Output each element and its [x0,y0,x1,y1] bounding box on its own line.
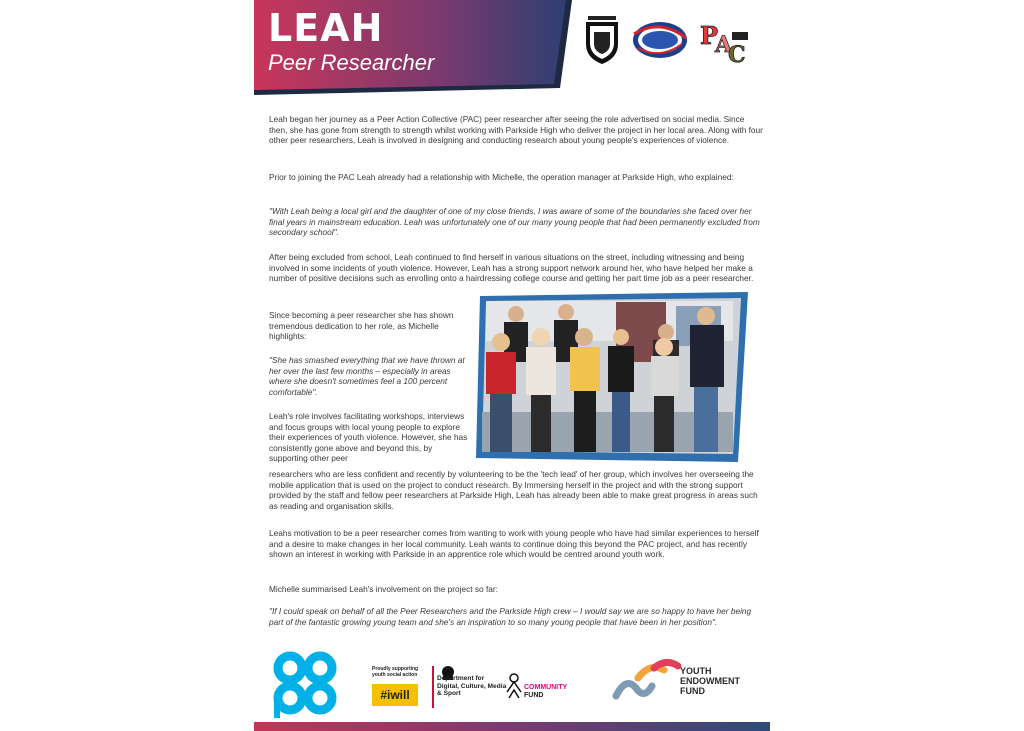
dcms-divider [432,666,434,708]
yef-swoosh-icon [616,662,678,696]
svg-text:P: P [700,21,719,50]
bottom-gradient-bar [254,722,770,731]
role-paragraph: Leah's role involves facilitating workshops, interviews and focus groups with local young people to explore their experiences of youth violence. However, she has consistently gone above and beyond this, by supporting other peer [269,411,468,464]
summary-intro: Michelle summarised Leah's involvement on the project so far: [269,584,498,594]
coop-logo-icon [274,656,332,718]
quote-michelle-2: "She has smashed everything that we have thrown at her over the last few months – especially in areas where she doesn't sometimes feel a 100 percent comfortable". [269,355,465,397]
peer-action-badge-icon [633,22,687,58]
yef-label-3: FUND [680,686,705,696]
iwill-logo: #iwill [372,684,418,706]
partner-logos [582,14,762,66]
intro-paragraph: Leah began her journey as a Peer Action Collective (PAC) peer researcher after seeing the role advertised on social media. Since then, she has gone from strength to strength whilst working with Parkside High who deliver the project in her local area. Along with four other peer researchers, Leah is involved in designing and conducting research about young people's experiences of violence. [269,114,763,146]
parkside-shield-icon [586,16,618,64]
header-banner [254,0,572,95]
dcms-label: Department for Digital, Culture, Media & Sport [437,675,507,698]
dedication-paragraph: Since becoming a peer researcher she has shown tremendous dedication to her role, as Michelle highlights: [269,310,454,342]
iwill-caption: Proudly supporting youth social action [372,666,419,678]
community-fund-label-2: FUND [524,692,544,699]
community-fund-logo [524,684,567,700]
page-subtitle: Peer Researcher [268,50,435,75]
role-paragraph-continued: researchers who are less confident and recently by volunteering to be the 'tech lead' of her group, which involves her overseeing the mobile application that is used on the project to conduct research. By Immersing herself in the project and with the strong support provided by the staff and fellow peer researchers at Parkside High, Leah has already been able to make great progress in areas such as reading and organisation skills. [269,469,758,511]
group-photo [476,292,748,462]
quote-michelle-3: "If I could speak on behalf of all the Peer Researchers and the Parkside High crew – I would say we are so happy to have her being part of the fantastic growing young team and she's an inspiration to so many young people that have been in her position". [269,606,752,627]
page-title: LEAH [268,6,384,50]
background-paragraph: After being excluded from school, Leah continued to find herself in various situations on the street, including witnessing and being involved in some incidents of youth violence. However, Leah has a strong support network around her, who have helped her make a number of positive decisions such as enrolling onto a hairdressing college course and getting her part time job as a peer researcher. [269,252,754,284]
yef-label-1: YOUTH [680,666,712,676]
yef-logo [680,666,740,696]
pac-logo-icon [700,21,748,66]
document-page [254,0,770,731]
svg-text:A: A [715,32,733,58]
quote-michelle-1: "With Leah being a local girl and the daughter of one of my close friends, I was aware of some of the boundaries she faced over her final years in mainstream education. Leah was unfortunately one of our many young people that had been permanently excluded from secondary school". [269,206,760,238]
community-fund-figure-icon [507,674,521,698]
svg-text:C: C [728,42,746,66]
yef-label-2: ENDOWMENT [680,676,740,686]
context-paragraph: Prior to joining the PAC Leah already had a relationship with Michelle, the operation manager at Parkside High, who explained: [269,172,734,182]
motivation-paragraph: Leahs motivation to be a peer researcher comes from wanting to work with young people who have had similar experiences to herself and a desire to make changes in her local community. Leah wants to continue doing this beyond the PAC project, and has recently shown an interest in working with Parkside in an apprentice role which would be centred around youth work. [269,528,759,560]
community-fund-label-1: COMMUNITY [524,684,568,691]
